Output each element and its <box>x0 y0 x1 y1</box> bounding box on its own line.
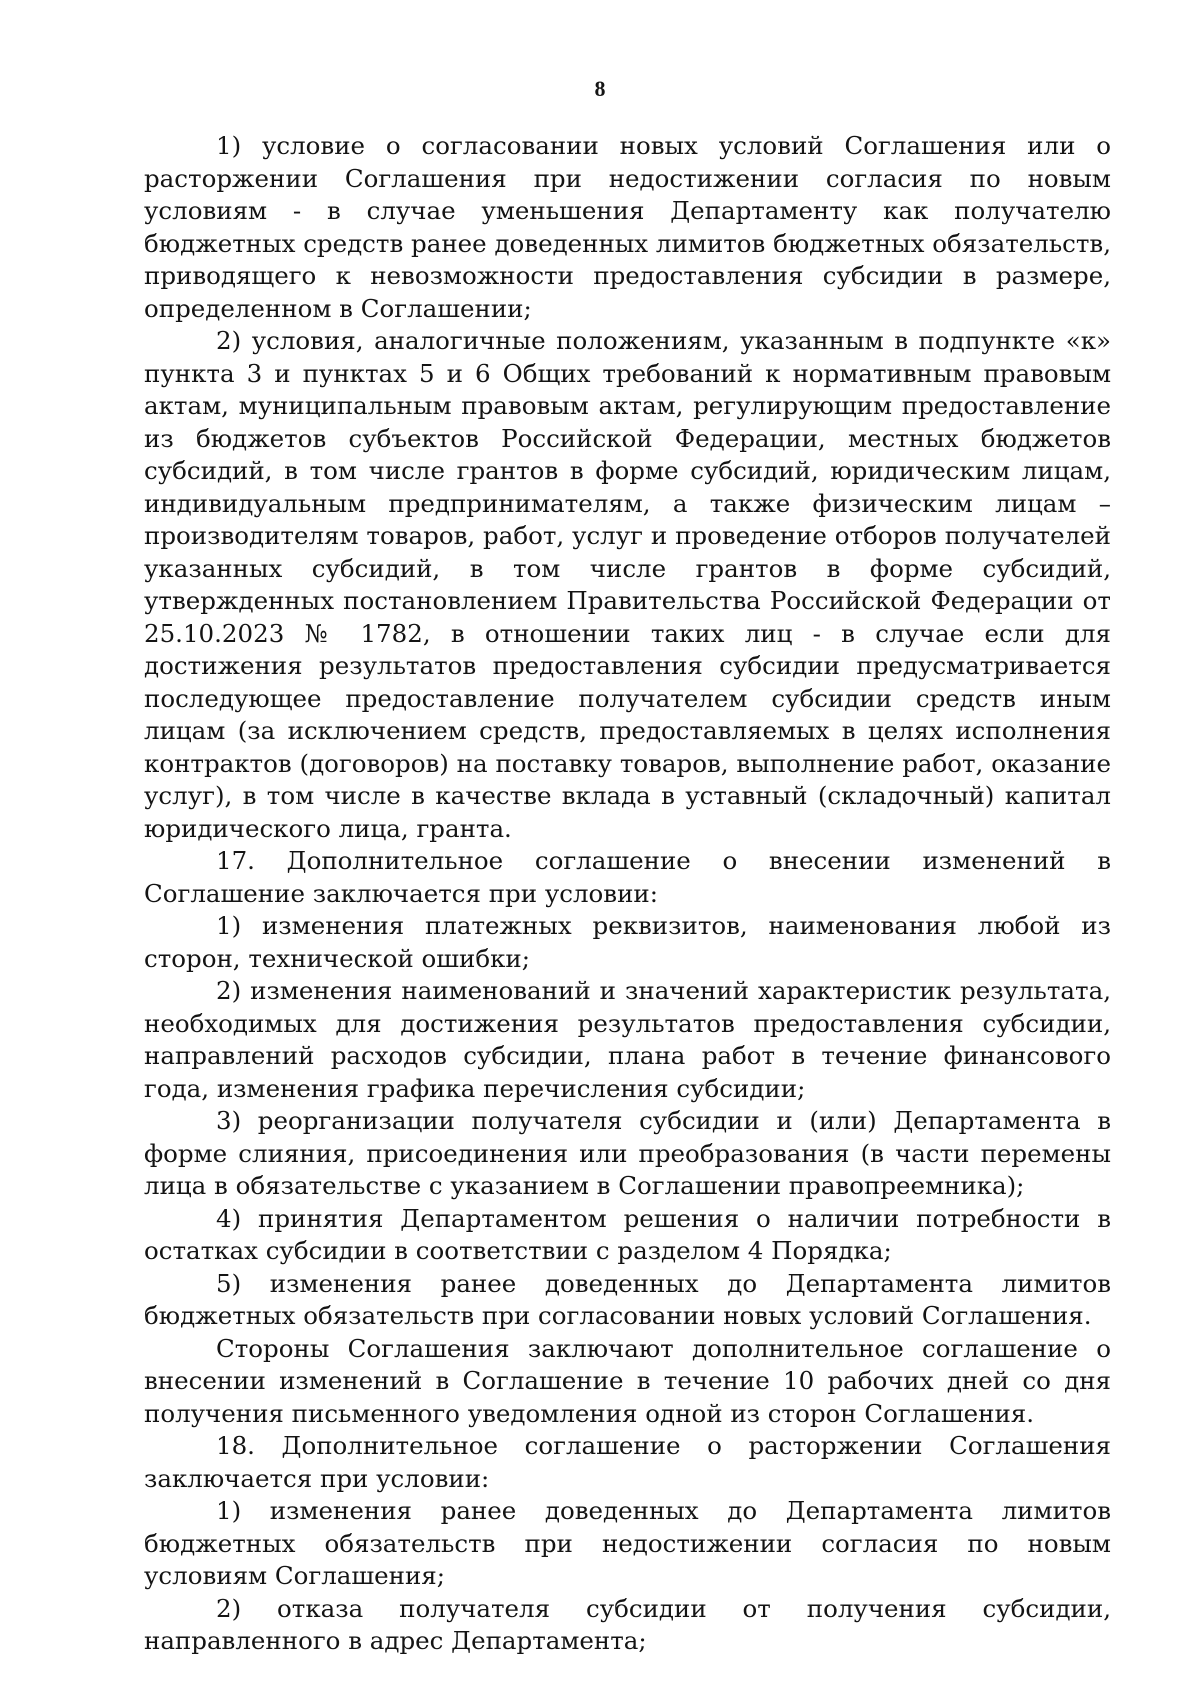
paragraph-clause-17-item-5: 5) изменения ранее доведенных до Департамента лимитов бюджетных обязательств при согласовании новых условий Соглашения. <box>144 1268 1111 1330</box>
paragraph-clause-17-item-1: 1) изменения платежных реквизитов, наименования любой из сторон, технической ошибки; <box>144 911 1111 973</box>
paragraph-parties-agreement: Стороны Соглашения заключают дополнительное соглашение о внесении изменений в Соглашение в течение 10 рабочих дней со дня получения письменного уведомления одной из сторон Соглашения. <box>144 1333 1111 1428</box>
paragraph-clause-17-item-4: 4) принятия Департаментом решения о наличии потребности в остатках субсидии в соответствии с разделом 4 Порядка; <box>144 1203 1111 1265</box>
page-number: 8 <box>594 76 606 101</box>
paragraph-condition-1: 1) условие о согласовании новых условий Соглашения или о расторжении Соглашения при недостижении согласия по новым условиям - в случае уменьшения Департаменту как получателю бюджетных средств ранее доведенных лимитов бюджетных обязательств, приводящего к невозможности предоставления субсидии в размере, определенном в Соглашении; <box>144 131 1112 323</box>
paragraph-clause-17-item-2: 2) изменения наименований и значений характеристик результата, необходимых для достижения результатов предоставления субсидии, направлений расходов субсидии, плана работ в течение финансового года, изменения графика перечисления субсидии; <box>144 976 1111 1103</box>
paragraph-condition-2: 2) условия, аналогичные положениям, указанным в подпункте «к» пункта 3 и пунктах 5 и 6 Общих требований к нормативным правовым актам, муниципальным правовым актам, регулирующим предоставление из бюджетов субъектов Российской Федерации, местных бюджетов субсидий, в том числе грантов в форме субсидий, юридическим лицам, индивидуальным предпринимателям, а также физическим лицам – производителям товаров, работ, услуг и проведение отборов получателей указанных субсидий, в том числе грантов в форме субсидий, утвержденных постановлением Правительства Российской Федерации от 25.10.2023 № 1782, в отношении таких лиц - в случае если для достижения результатов предоставления субсидии предусматривается последующее предоставление получателем субсидии средств иным лицам (за исключением средств, предоставляемых в целях исполнения контрактов (договоров) на поставку товаров, выполнение работ, оказание услуг), в том числе в качестве вклада в уставный (складочный) капитал юридического лица, гранта. <box>144 326 1111 843</box>
paragraph-clause-18-item-1: 1) изменения ранее доведенных до Департамента лимитов бюджетных обязательств при недостижении согласия по новым условиям Соглашения; <box>144 1496 1111 1590</box>
paragraph-clause-17-item-3: 3) реорганизации получателя субсидии и (или) Департамента в форме слияния, присоединения или преобразования (в части перемены лица в обязательстве с указанием в Соглашении правопреемника); <box>144 1106 1111 1200</box>
paragraph-clause-18-item-2: 2) отказа получателя субсидии от получения субсидии, направленного в адрес Департамента; <box>144 1593 1111 1655</box>
paragraph-clause-18: 18. Дополнительное соглашение о расторжении Соглашения заключается при условии: <box>144 1431 1111 1493</box>
document-body <box>144 130 1111 1658</box>
paragraph-clause-17: 17. Дополнительное соглашение о внесении изменений в Соглашение заключается при условии: <box>144 846 1111 908</box>
